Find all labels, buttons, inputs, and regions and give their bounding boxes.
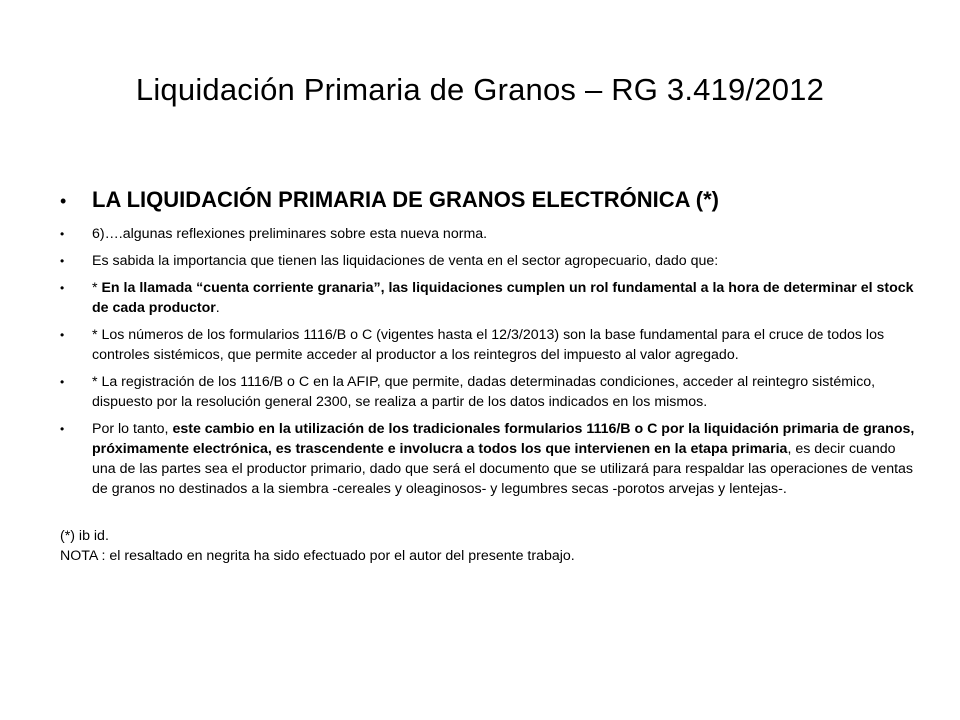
bullet-marker: • (60, 422, 65, 436)
bullet-suffix: . (215, 300, 220, 316)
author-note: NOTA : el resaltado en negrita ha sido efectuado por el autor del presente trabajo. (60, 548, 575, 564)
bullet-text: * La registración de los 1116/B o C en la AFIP, que permite, dadas determinadas condiciones, acceder al reintegro sistémico, dispuesto por la resolución general 2300, se realiza a partir de los datos indicados en los mismos. (92, 374, 876, 410)
bullet-suffix: , es decir cuando una de las partes sea el productor primario, dado que será el documento que se utilizará para respaldar las operaciones de ventas de granos no destinados a la siembra -cereales y oleaginosos- y legumbres secas -porotos arvejas y lentejas-. (92, 441, 914, 497)
bullet-bold-text: En la llamada “cuenta corriente granaria”, las liquidaciones cumplen un rol fundamental a la hora de determinar el stock de cada productor (92, 280, 914, 316)
bullet-item-1 (60, 224, 920, 244)
bullet-marker: • (60, 254, 65, 268)
bullet-item-5 (60, 372, 920, 412)
slide-body (60, 186, 920, 566)
bullet-marker: • (60, 328, 65, 342)
bullet-item-2 (60, 251, 920, 271)
bullet-marker: • (60, 227, 65, 241)
bullet-text: Es sabida la importancia que tienen las liquidaciones de venta en el sector agropecuario, dado que: (92, 253, 719, 269)
bullet-item-4 (60, 325, 920, 365)
spacer (60, 506, 920, 526)
bullet-text: 6)….algunas reflexiones preliminares sobre esta nueva norma. (92, 226, 488, 242)
bullet-item-6 (60, 419, 920, 499)
bullet-item-3 (60, 278, 920, 318)
bullet-marker: • (60, 191, 67, 211)
slide-title: Liquidación Primaria de Granos – RG 3.419/2012 (135, 72, 825, 107)
heading-bullet (60, 186, 920, 214)
bullet-text: * Los números de los formularios 1116/B o C (vigentes hasta el 12/3/2013) son la base fundamental para el cruce de todos los controles sistémicos, que permite acceder al productor a los reintegros del impuesto al valor agregado. (92, 327, 885, 363)
bullet-marker: • (60, 281, 65, 295)
bullet-prefix: * (92, 280, 102, 296)
bullet-marker: • (60, 375, 65, 389)
heading-bullet-text: LA LIQUIDACIÓN PRIMARIA DE GRANOS ELECTRÓNICA (*) (92, 187, 719, 212)
bullet-bold-text: este cambio en la utilización de los tradicionales formularios 1116/B o C por la liquidación primaria de granos, próximamente electrónica, es trascendente e involucra a todos los que intervienen en la etapa primaria (92, 421, 915, 457)
bullet-prefix: Por lo tanto, (92, 421, 173, 437)
footnote: (*) ib id. (60, 528, 109, 544)
